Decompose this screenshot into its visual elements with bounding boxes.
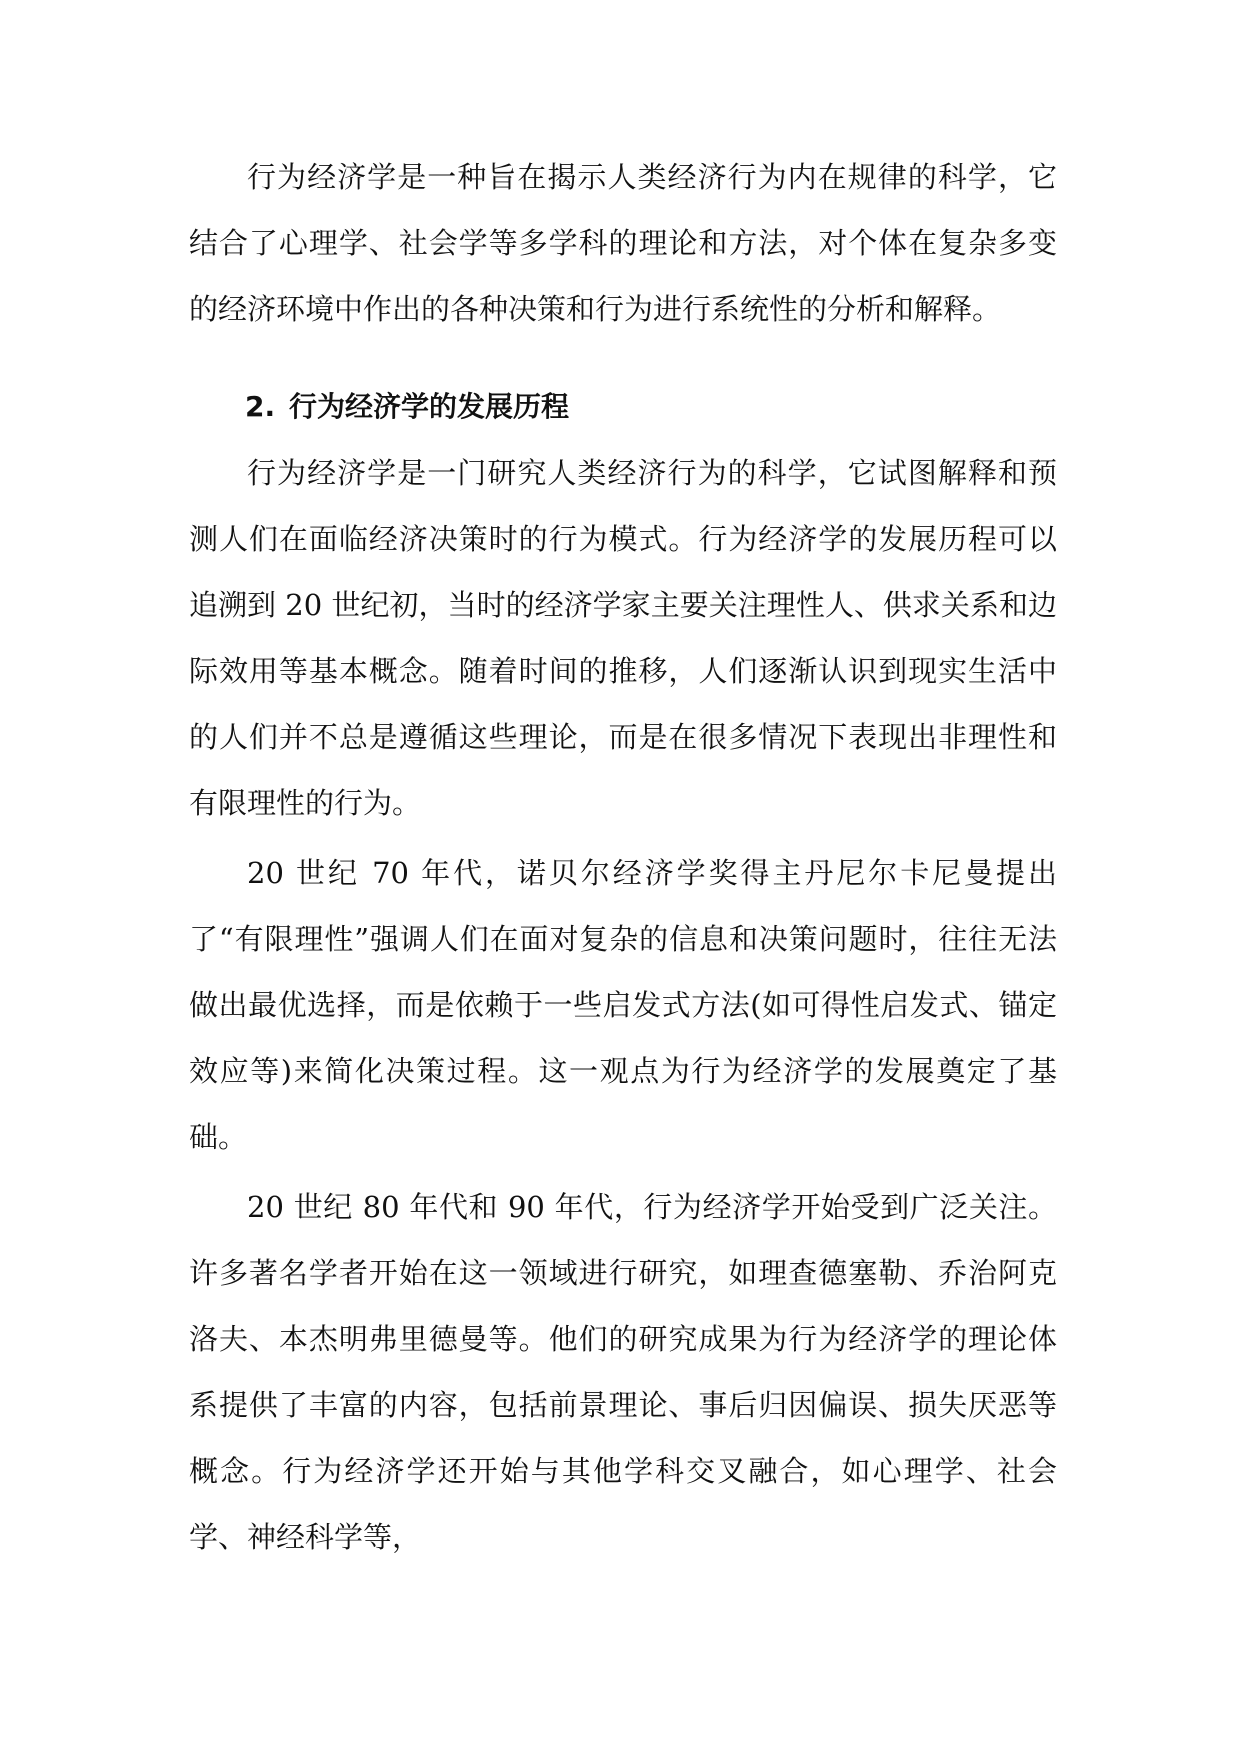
document-body	[189, 144, 1057, 1570]
section-title: 行为经济学的发展历程	[289, 390, 570, 423]
paragraph-history: 行为经济学是一门研究人类经济行为的科学，它试图解释和预测人们在面临经济决策时的行为模式。行为经济学的发展历程可以追溯到 20 世纪初，当时的经济学家主要关注理性人、供求关系和边际效用等基本概念。随着时间的推移，人们逐渐认识到现实生活中的人们并不总是遵循这些理论，而是在很多情况下表现出非理性和有限理性的行为。	[189, 456, 1057, 820]
section-number: 2.	[245, 390, 276, 423]
paragraph-1980s-1990s: 20 世纪 80 年代和 90 年代，行为经济学开始受到广泛关注。许多著名学者开始在这一领域进行研究，如理查德塞勒、乔治阿克洛夫、本杰明弗里德曼等。他们的研究成果为行为经济学的理论体系提供了丰富的内容，包括前景理论、事后归因偏误、损失厌恶等概念。行为经济学还开始与其他学科交叉融合，如心理学、社会学、神经科学等，	[189, 1190, 1057, 1554]
paragraph-1970s: 20 世纪 70 年代，诺贝尔经济学奖得主丹尼尔卡尼曼提出了“有限理性”强调人们在面对复杂的信息和决策问题时，往往无法做出最优选择，而是依赖于一些启发式方法(如可得性启发式、锚定效应等)来简化决策过程。这一观点为行为经济学的发展奠定了基础。	[189, 856, 1057, 1154]
section-heading	[189, 374, 1057, 440]
paragraph-intro: 行为经济学是一种旨在揭示人类经济行为内在规律的科学，它结合了心理学、社会学等多学科的理论和方法，对个体在复杂多变的经济环境中作出的各种决策和行为进行系统性的分析和解释。	[189, 160, 1057, 326]
